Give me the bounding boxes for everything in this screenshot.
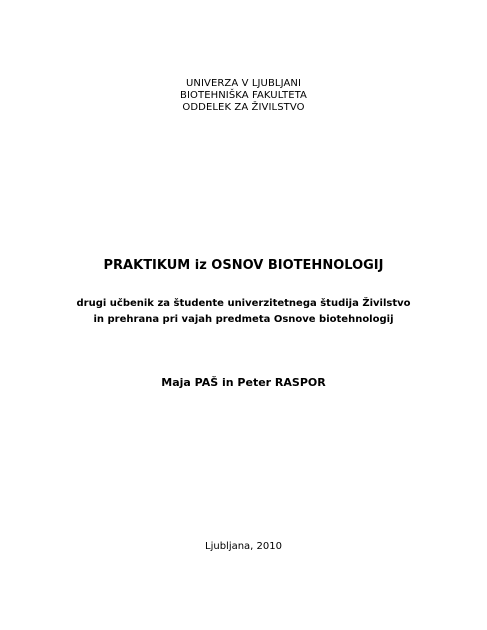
- document-title: PRAKTIKUM iz OSNOV BIOTEHNOLOGIJ: [103, 258, 384, 273]
- authors: Maja PAŠ in Peter RASPOR: [161, 376, 326, 389]
- institution-university: UNIVERZA V LJUBLJANI: [185, 78, 302, 89]
- subtitle-line-2: in prehrana pri vajah predmeta Osnove biotehnologij: [93, 314, 394, 325]
- institution-faculty: BIOTEHNIŠKA FAKULTETA: [180, 90, 307, 101]
- institution-department: ODDELEK ZA ŽIVILSTVO: [182, 102, 305, 113]
- subtitle-line-1: drugi učbenik za študente univerzitetnega študija Živilstvo: [76, 298, 411, 309]
- place-and-year: Ljubljana, 2010: [205, 541, 282, 552]
